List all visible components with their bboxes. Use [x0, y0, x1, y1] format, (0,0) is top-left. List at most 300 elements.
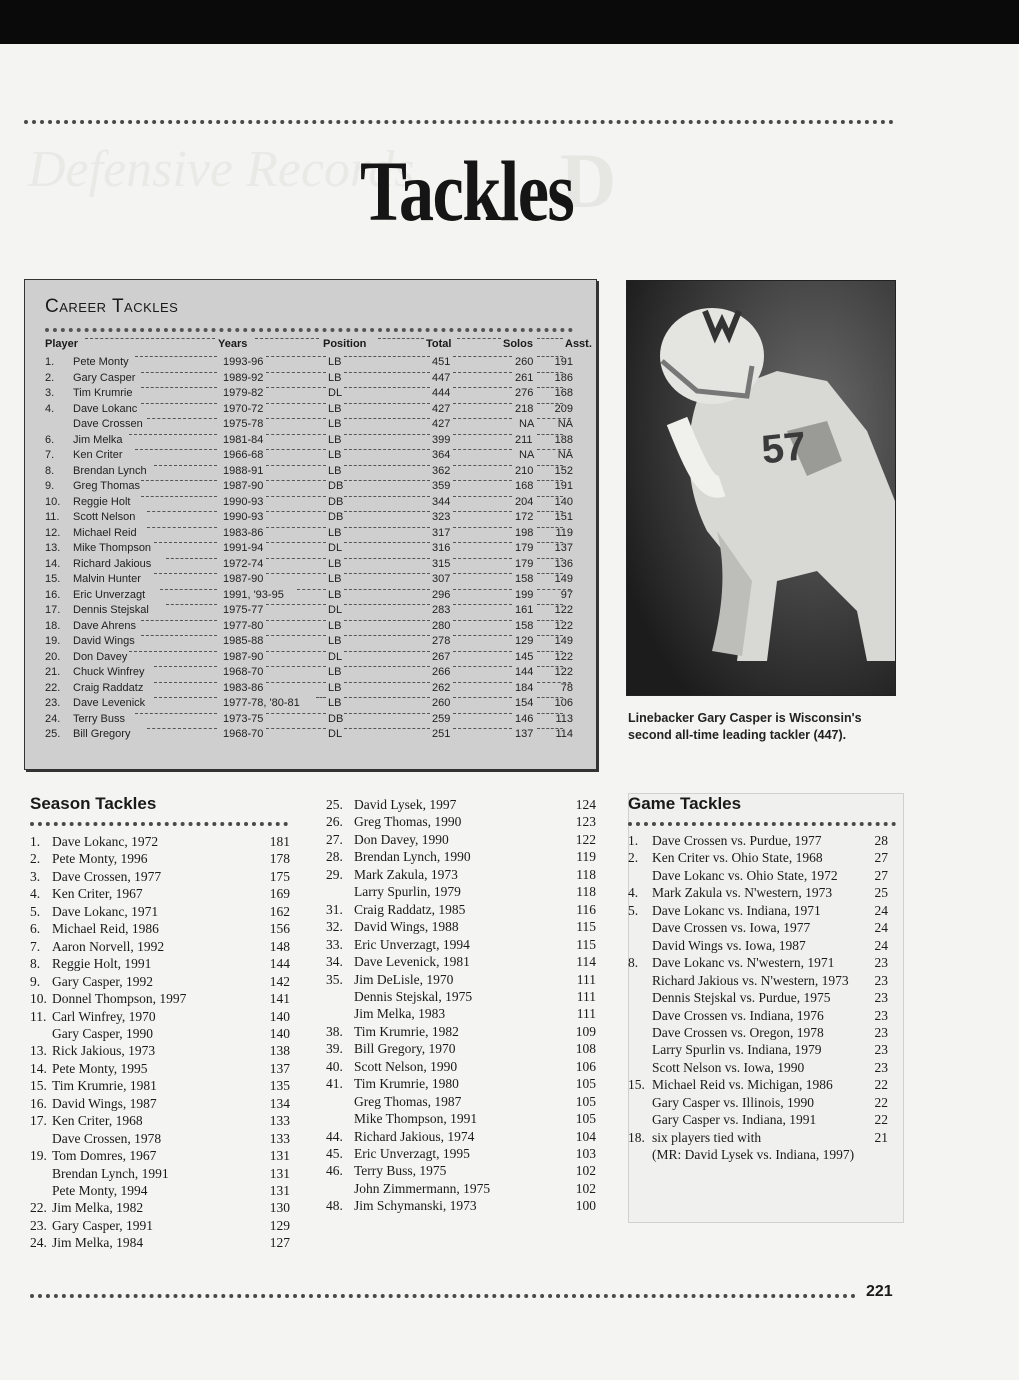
entry-name: Michael Reid, 1986	[52, 921, 159, 937]
leader	[266, 403, 326, 404]
entry-name: Gary Casper vs. Indiana, 1991	[652, 1112, 817, 1128]
rank: 31.	[326, 901, 343, 917]
total: 317	[432, 526, 451, 539]
leader	[344, 558, 430, 559]
header-years: Years	[218, 338, 248, 350]
table-row	[45, 403, 573, 419]
position: LB	[328, 371, 342, 384]
position: DL	[328, 604, 343, 616]
entry-name: Reggie Holt, 1991	[52, 956, 152, 972]
solos: 261	[515, 371, 534, 384]
table-row	[45, 573, 573, 589]
rank: 22.	[30, 1200, 47, 1216]
table-row	[45, 387, 573, 403]
leader	[344, 372, 430, 373]
total: 259	[432, 712, 451, 725]
rank: 2.	[628, 850, 639, 866]
assists: 209	[554, 402, 573, 415]
total: 278	[432, 635, 451, 647]
leader	[266, 682, 326, 683]
rank: 9.	[45, 480, 55, 492]
tackle-count: 102	[575, 1180, 596, 1196]
position: DB	[328, 495, 344, 508]
assists: 140	[554, 495, 573, 508]
rank: 1.	[30, 834, 41, 849]
header-solos: Solos	[503, 338, 533, 350]
rank: 7.	[30, 938, 41, 954]
rank: 16.	[30, 1095, 47, 1111]
total: 307	[432, 573, 451, 585]
list-item	[326, 1057, 598, 1076]
leader	[344, 573, 430, 574]
position: DB	[328, 480, 344, 492]
leader	[166, 558, 217, 559]
leader	[266, 465, 326, 466]
table-row	[45, 527, 573, 543]
tackle-count: 111	[576, 971, 596, 987]
tackle-count: 105	[575, 1111, 596, 1127]
years: 1979-82	[223, 387, 264, 399]
rank: 15.	[45, 573, 61, 585]
solos: 204	[515, 495, 534, 508]
tackle-count: 27	[874, 867, 888, 883]
player-name: Gary Casper	[73, 371, 136, 384]
rank: 27.	[326, 831, 343, 847]
list-item	[628, 883, 890, 902]
career-tackles-title: Career Tackles	[45, 296, 179, 317]
entry-name: Eric Unverzagt, 1995	[354, 1146, 470, 1161]
header-leader	[85, 338, 215, 339]
solos: 184	[515, 681, 534, 694]
years: 1977-80	[223, 619, 264, 632]
leader	[453, 449, 512, 450]
leader	[344, 449, 430, 450]
rank: 21.	[45, 666, 61, 678]
list-item	[30, 954, 292, 973]
total: 315	[432, 557, 451, 570]
leader	[453, 356, 512, 357]
rank: 11.	[30, 1008, 47, 1024]
player-name: Pete Monty	[73, 356, 129, 368]
tackle-count: 106	[575, 1058, 596, 1074]
tackle-count: 148	[269, 938, 290, 954]
rank: 7.	[45, 449, 55, 461]
leader	[453, 651, 512, 652]
rank: 17.	[45, 604, 61, 616]
total: 251	[432, 728, 451, 740]
total: 427	[432, 418, 451, 430]
leader	[266, 449, 326, 450]
list-item	[628, 1128, 890, 1147]
tackle-count: 100	[575, 1198, 596, 1214]
table-row	[45, 418, 573, 434]
leader	[344, 713, 430, 714]
leader	[297, 589, 326, 590]
position: LB	[328, 464, 342, 477]
rank: 46.	[326, 1163, 343, 1179]
leader	[453, 527, 512, 528]
leader	[266, 527, 326, 528]
leader	[344, 697, 430, 698]
years: 1983-86	[223, 526, 264, 539]
entry-name: Jim DeLisle, 1970	[354, 971, 454, 987]
page	[0, 44, 1019, 1380]
position: LB	[328, 433, 342, 446]
position: LB	[328, 526, 342, 539]
list-item	[326, 1092, 598, 1111]
tackle-count: 111	[576, 988, 596, 1004]
entry-name: Tom Domres, 1967	[52, 1148, 157, 1164]
table-row	[45, 558, 573, 574]
entry-name: Greg Thomas, 1990	[354, 814, 462, 830]
entry-name: Gary Casper, 1990	[52, 1025, 154, 1041]
assists: 137	[554, 542, 573, 554]
tackle-count: 23	[874, 1024, 888, 1040]
player-photo	[626, 280, 896, 696]
rank: 14.	[45, 557, 61, 570]
table-row	[45, 666, 573, 682]
entry-name: Jim Melka, 1982	[52, 1200, 144, 1216]
tackle-count: 140	[269, 1025, 290, 1041]
entry-name: David Wings, 1987	[52, 1095, 157, 1111]
rank: 4.	[628, 885, 639, 901]
header-leader	[378, 338, 424, 339]
tackle-count: 138	[269, 1043, 290, 1059]
rank: 35.	[326, 971, 343, 987]
position: DB	[328, 712, 344, 725]
assists: 188	[554, 433, 573, 446]
solos: 211	[515, 433, 533, 446]
player-name: Dennis Stejskal	[73, 604, 149, 616]
rank: 38.	[326, 1023, 343, 1039]
rank: 8.	[45, 464, 55, 477]
tackle-count: 22	[874, 1112, 888, 1128]
solos: 145	[515, 650, 534, 663]
entry-name: Terry Buss, 1975	[354, 1163, 447, 1179]
leader	[141, 372, 217, 373]
years: 1968-70	[223, 728, 264, 740]
leader	[141, 620, 217, 621]
player-name: Tim Krumrie	[73, 387, 133, 399]
rank: 48.	[326, 1198, 343, 1214]
tackle-count: 109	[575, 1023, 596, 1039]
background-heading: Defensive Records	[28, 141, 415, 198]
jersey-number: 57	[759, 424, 809, 473]
player-name: Michael Reid	[73, 526, 137, 539]
years: 1991, '93-95	[223, 588, 284, 601]
leader	[453, 573, 512, 574]
header-leader	[537, 338, 563, 339]
leader	[154, 573, 217, 574]
entry-name: Dennis Stejskal vs. Purdue, 1975	[652, 990, 831, 1006]
entry-name: Pete Monty, 1995	[52, 1060, 148, 1076]
position: LB	[328, 588, 342, 601]
position: DL	[328, 387, 343, 399]
leader	[453, 511, 512, 512]
tackle-count: 140	[269, 1008, 290, 1024]
entry-name: Mark Zakula, 1973	[354, 866, 458, 882]
leader	[344, 356, 430, 357]
position: DL	[328, 650, 343, 663]
leader	[147, 511, 217, 512]
rank: 3.	[45, 387, 55, 399]
leader	[266, 387, 326, 388]
table-row	[45, 635, 573, 651]
tackle-count: 105	[575, 1093, 596, 1109]
tackle-count: 133	[269, 1130, 290, 1146]
solos: 179	[515, 557, 534, 570]
leader	[266, 356, 326, 357]
entry-name: Scott Nelson, 1990	[354, 1058, 458, 1074]
player-name: Ken Criter	[73, 449, 123, 461]
leader	[266, 635, 326, 636]
leader	[453, 387, 512, 388]
list-item	[30, 972, 292, 991]
list-item	[30, 1129, 292, 1148]
leader	[141, 387, 217, 388]
assists: 119	[555, 526, 573, 539]
leader	[453, 604, 512, 605]
leader	[266, 480, 326, 481]
entry-name: Gary Casper vs. Illinois, 1990	[652, 1094, 814, 1110]
years: 1975-77	[223, 604, 264, 616]
list-item	[628, 988, 890, 1007]
table-row	[45, 496, 573, 512]
entry-name: Pete Monty, 1994	[52, 1183, 148, 1198]
player-name: Scott Nelson	[73, 511, 136, 523]
leader	[154, 465, 217, 466]
entry-name: Aaron Norvell, 1992	[52, 938, 165, 954]
tackle-count: 169	[269, 886, 290, 902]
player-name: Dave Ahrens	[73, 619, 136, 632]
years: 1977-78, '80-81	[223, 697, 300, 709]
tackle-count: 111	[576, 1006, 596, 1022]
rank: 12.	[45, 526, 61, 539]
list-item	[326, 1196, 598, 1215]
list-item	[628, 866, 890, 885]
rank: 39.	[326, 1041, 343, 1057]
years: 1988-91	[223, 464, 264, 477]
tackle-count: 115	[576, 919, 596, 935]
season-tackles-title: Season Tackles	[30, 794, 157, 813]
rank: 9.	[30, 973, 41, 989]
entry-name: Rick Jakious, 1973	[52, 1043, 156, 1059]
total: 260	[432, 697, 451, 709]
table-row	[45, 372, 573, 388]
total: 447	[432, 371, 451, 384]
leader	[344, 635, 430, 636]
entry-name: Pete Monty, 1996	[52, 851, 148, 867]
tackle-count: 131	[269, 1148, 290, 1164]
rank: 19.	[30, 1148, 47, 1164]
tackle-count: 24	[874, 920, 888, 936]
entry-name: Jim Schymanski, 1973	[354, 1198, 477, 1214]
years: 1989-92	[223, 371, 264, 384]
player-name: Eric Unverzagt	[73, 588, 146, 601]
solos: 218	[515, 402, 534, 415]
leader	[266, 434, 326, 435]
entry-name: Eric Unverzagt, 1994	[354, 936, 470, 952]
list-item	[30, 919, 292, 938]
years: 1973-75	[223, 712, 264, 725]
leader	[266, 666, 326, 667]
rank: 23.	[30, 1217, 47, 1233]
career-tackles-table	[24, 279, 597, 770]
tackle-count: 23	[874, 1059, 888, 1075]
rank: 16.	[45, 588, 61, 601]
leader	[266, 573, 326, 574]
tackle-count: 23	[874, 1042, 888, 1058]
tackle-count: 23	[874, 1007, 888, 1023]
leader	[266, 418, 326, 419]
list-item	[30, 1111, 292, 1130]
tackle-count: 122	[575, 831, 596, 847]
total: 359	[432, 480, 451, 492]
player-name: Mike Thompson	[73, 542, 152, 554]
solos: 137	[515, 728, 534, 740]
leader	[135, 449, 217, 450]
assists: 152	[554, 464, 573, 477]
leader	[453, 635, 512, 636]
entry-name: Michael Reid vs. Michigan, 1986	[652, 1077, 833, 1093]
entry-name: (MR: David Lysek vs. Indiana, 1997)	[652, 1147, 855, 1163]
tackle-count: 130	[269, 1200, 290, 1216]
total: 399	[432, 433, 451, 446]
position: LB	[328, 402, 342, 415]
position: LB	[328, 557, 342, 570]
leader	[154, 682, 217, 683]
solos: 199	[515, 588, 534, 601]
years: 1985-88	[223, 635, 264, 647]
list-item	[326, 1127, 598, 1146]
entry-name: David Wings vs. Iowa, 1987	[652, 937, 806, 953]
rank: 1.	[628, 833, 639, 848]
tackle-count: 23	[874, 990, 888, 1006]
tackle-count: 114	[576, 954, 596, 970]
rank: 40.	[326, 1058, 343, 1074]
list-item	[30, 1076, 292, 1095]
rank: 24.	[30, 1235, 47, 1251]
list-item	[628, 901, 890, 920]
total: 280	[432, 619, 451, 632]
leader	[129, 434, 217, 435]
total: 296	[432, 588, 451, 601]
assists: 122	[554, 619, 573, 632]
tackle-count: 178	[269, 851, 290, 867]
table-row	[45, 511, 573, 527]
position: LB	[328, 681, 342, 694]
entry-name: Ken Criter, 1968	[52, 1113, 143, 1129]
rank: 25.	[45, 728, 61, 740]
entry-name: Dennis Stejskal, 1975	[354, 988, 473, 1004]
rank: 8.	[628, 955, 639, 971]
tackle-count: 175	[269, 868, 290, 884]
rank: 32.	[326, 919, 343, 935]
list-item	[326, 917, 598, 936]
rank: 5.	[30, 903, 41, 919]
rank: 26.	[326, 814, 343, 830]
leader	[147, 728, 217, 729]
tackle-count: 103	[575, 1146, 596, 1161]
list-item	[326, 970, 598, 989]
position: LB	[328, 666, 342, 678]
table-row	[45, 356, 573, 372]
table-row	[45, 713, 573, 729]
table-row	[45, 682, 573, 698]
rank: 17.	[30, 1113, 47, 1129]
list-item	[30, 884, 292, 903]
entry-name: Carl Winfrey, 1970	[52, 1008, 156, 1024]
tackle-count: 181	[269, 834, 290, 849]
assists: 149	[554, 573, 573, 585]
table-row	[45, 620, 573, 636]
list-item	[628, 1093, 890, 1112]
leader	[344, 589, 430, 590]
list-item	[30, 1024, 292, 1043]
background-watermark-letters: D	[560, 137, 617, 224]
rank: 41.	[326, 1076, 343, 1092]
rank: 25.	[326, 797, 343, 812]
player-name: Brendan Lynch	[73, 464, 147, 477]
years: 1983-86	[223, 681, 264, 694]
leader	[266, 713, 326, 714]
years: 1990-93	[223, 511, 264, 523]
years: 1990-93	[223, 495, 264, 508]
assists: 122	[554, 650, 573, 663]
leader	[147, 527, 217, 528]
tackle-count: 115	[576, 936, 596, 952]
entry-name: Greg Thomas, 1987	[354, 1093, 462, 1109]
tackle-count: 21	[874, 1129, 888, 1145]
position: LB	[328, 449, 342, 461]
player-name: Jim Melka	[73, 433, 123, 446]
table-row	[45, 542, 573, 558]
entry-name: Gary Casper, 1991	[52, 1217, 154, 1233]
list-item	[30, 1059, 292, 1078]
list-item	[326, 865, 598, 884]
entry-name: Dave Crossen vs. Indiana, 1976	[652, 1007, 824, 1023]
leader	[316, 697, 326, 698]
table-row	[45, 480, 573, 496]
entry-name: Dave Lokanc, 1972	[52, 834, 159, 849]
player-name: Richard Jakious	[73, 557, 152, 570]
header-total: Total	[426, 338, 452, 350]
leader	[344, 434, 430, 435]
tackle-count: 134	[269, 1095, 290, 1111]
tackle-count: 119	[576, 849, 596, 865]
tackle-count: 124	[575, 797, 596, 812]
leader	[453, 713, 512, 714]
tackle-count: 118	[576, 884, 596, 900]
tackle-count: 118	[576, 866, 596, 882]
assists: 114	[555, 728, 573, 740]
list-item	[628, 1075, 890, 1094]
solos: NA	[519, 449, 535, 461]
entry-name: David Lysek, 1997	[354, 797, 457, 812]
leader	[141, 496, 217, 497]
leader	[344, 465, 430, 466]
list-item	[30, 1233, 292, 1252]
leader	[266, 372, 326, 373]
entry-name: Dave Crossen vs. Purdue, 1977	[652, 833, 822, 848]
total: 362	[432, 464, 451, 477]
tackle-count: 162	[269, 903, 290, 919]
leader	[344, 387, 430, 388]
leader	[266, 496, 326, 497]
entry-name: Dave Crossen vs. Iowa, 1977	[652, 920, 811, 936]
list-item	[30, 1094, 292, 1113]
leader	[453, 682, 512, 683]
